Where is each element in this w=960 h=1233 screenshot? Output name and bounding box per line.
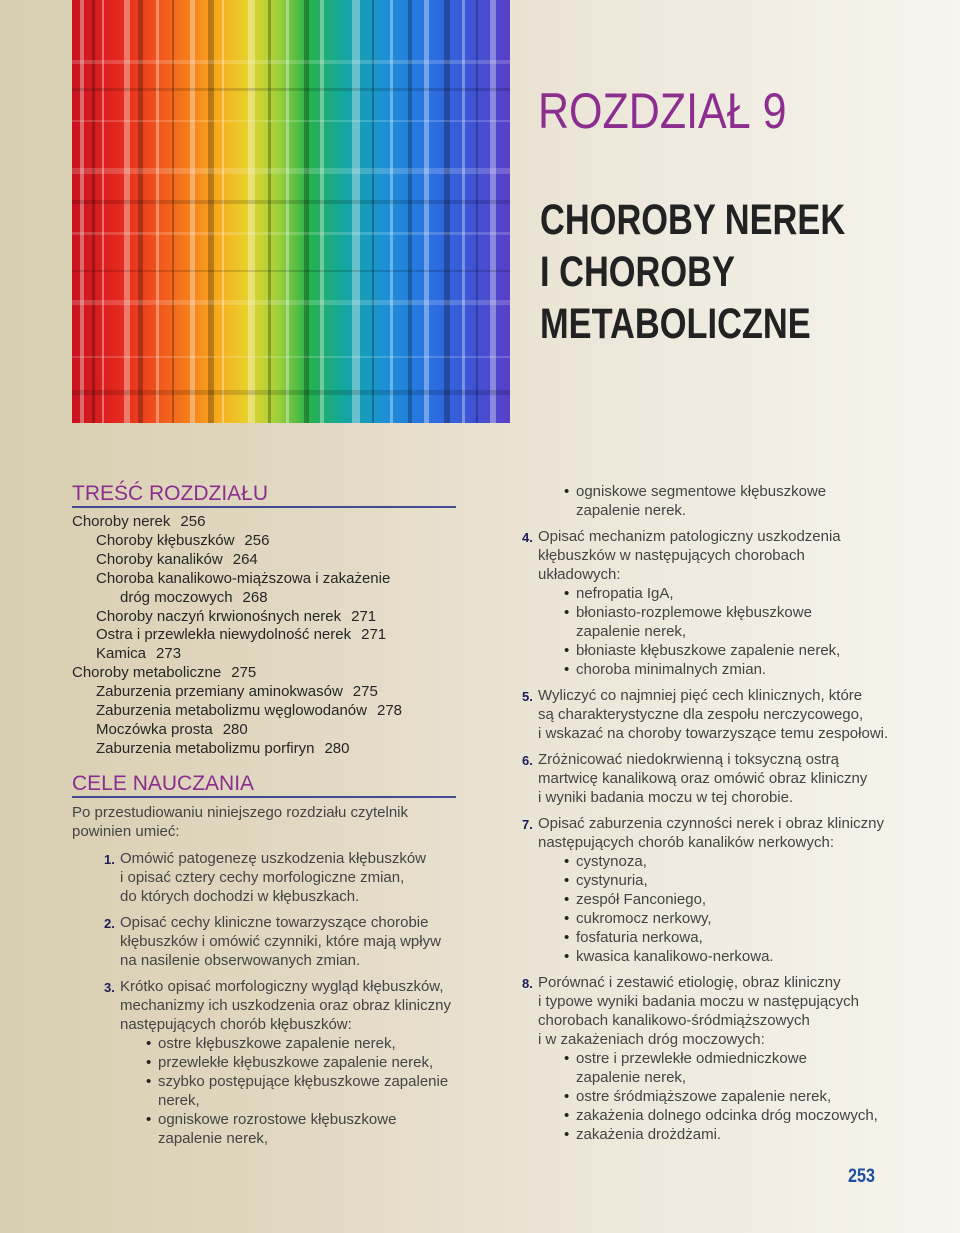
objective-line: kłębuszków w następujących chorobach [538, 547, 805, 564]
bullet-icon: • [146, 1054, 152, 1071]
objective-bullet-list [120, 1034, 472, 1148]
bullet-text: fosfaturia nerkowa, [576, 929, 703, 946]
bullet-item [538, 909, 910, 928]
objective-line: i wskazać na choroby towarzyszące temu zespołowi. [538, 725, 889, 742]
toc-entry-page: 273 [156, 645, 182, 663]
objective-line: do których dochodzi w kłębuszkach. [120, 888, 360, 905]
toc-entry [72, 513, 402, 532]
bullet-icon: • [564, 853, 570, 870]
objective-bullet-list [538, 482, 910, 520]
toc-entry [72, 683, 402, 702]
bullet-text: zapalenie nerek, [576, 623, 687, 640]
objective-line: następujących chorób kanalików nerkowych: [538, 834, 834, 851]
bullet-item-continued [538, 1068, 910, 1087]
toc-entry [72, 664, 402, 683]
toc-entry-page: 280 [222, 720, 248, 738]
bullet-icon: • [564, 661, 570, 678]
bullet-text: cystynoza, [576, 853, 647, 870]
bullet-text: zakażenia drożdżami. [576, 1126, 722, 1143]
objective-item [490, 527, 910, 679]
bullet-item [538, 1125, 910, 1144]
objective-number: 6. [522, 753, 533, 768]
bullet-text: błoniaste kłębuszkowe zapalenie nerek, [576, 642, 841, 659]
bullet-item-continued [120, 1129, 472, 1148]
bullet-text: ogniskowe segmentowe kłębuszkowe [576, 483, 827, 500]
bullet-item [538, 871, 910, 890]
objective-line: na nasilenie obserwowanych zmian. [120, 952, 361, 969]
objective-line: kłębuszków i omówić czynniki, które mają wpływ [120, 933, 441, 950]
toc-entry-text: Kamica [96, 645, 147, 663]
bullet-text: ostre i przewlekłe odmiedniczkowe [576, 1050, 807, 1067]
objective-line: i w zakażeniach dróg moczowych: [538, 1031, 765, 1048]
toc-entry [72, 532, 402, 551]
chapter-title-line: METABOLICZNE [540, 300, 811, 348]
bullet-text: choroba minimalnych zmian. [576, 661, 767, 678]
toc-entry-page: 275 [231, 664, 257, 682]
bullet-text: cukromocz nerkowy, [576, 910, 712, 927]
objective-item [72, 913, 472, 970]
toc-entry-text: Choroby metaboliczne [72, 664, 222, 682]
bullet-icon: • [564, 604, 570, 621]
objective-line: Opisać zaburzenia czynności nerek i obraz kliniczny [538, 815, 884, 832]
toc-entry-page: 271 [361, 626, 387, 644]
toc-entry-page: 271 [351, 607, 377, 625]
toc-entry-text: Choroby naczyń krwionośnych nerek [96, 607, 342, 625]
bullet-icon: • [564, 948, 570, 965]
bullet-item [120, 1072, 472, 1091]
bullet-item [120, 1034, 472, 1053]
intro-line: Po przestudiowaniu niniejszego rozdziału czytelnik [72, 804, 409, 821]
bullet-text: zapalenie nerek, [576, 1069, 687, 1086]
bullet-item-continued [538, 501, 910, 520]
objective-number: 3. [104, 980, 115, 995]
objective-number: 2. [104, 916, 115, 931]
bullet-text: zespół Fanconiego, [576, 891, 707, 908]
toc-entry-page: 280 [324, 739, 350, 757]
bullet-icon: • [146, 1073, 152, 1090]
objectives-heading: CELE NAUCZANIA [72, 773, 456, 798]
toc-entry-text: dróg moczowych [120, 588, 233, 606]
objective-line: Wyliczyć co najmniej pięć cech klinicznych, które [538, 687, 863, 704]
objective-line: i typowe wyniki badania moczu w następujących [538, 993, 859, 1010]
bullet-item [538, 928, 910, 947]
toc-entry-page: 264 [232, 550, 258, 568]
bullet-item [538, 852, 910, 871]
objective-line: mechanizmy ich uszkodzenia oraz obraz kliniczny [120, 997, 451, 1014]
bullet-item-continued [538, 622, 910, 641]
toc-entry-text: Choroba kanalikowo-miąższowa i zakażenie [96, 569, 391, 587]
toc-entry-text: Choroby nerek [72, 513, 171, 530]
bullet-item [538, 641, 910, 660]
bullet-item-continued [120, 1091, 472, 1110]
toc-entry [72, 570, 402, 589]
bullet-item [538, 482, 910, 501]
bullet-item [538, 660, 910, 679]
bullet-item [120, 1053, 472, 1072]
bullet-text: nefropatia IgA, [576, 585, 674, 602]
toc-entry [72, 608, 402, 627]
objective-item [490, 750, 910, 807]
objective-line: i opisać cztery cechy morfologiczne zmian, [120, 869, 405, 886]
bullet-item [538, 584, 910, 603]
toc-entry-page: 278 [376, 702, 403, 720]
objective-bullet-list [538, 1049, 910, 1144]
bullet-text: szybko postępujące kłębuszkowe zapalenie [158, 1073, 449, 1090]
toc-entry [72, 645, 402, 664]
objective-number: 4. [522, 530, 533, 545]
bullet-icon: • [564, 1126, 570, 1143]
objective-line: następujących chorób kłębuszków: [120, 1016, 352, 1033]
objective-line: chorobach kanalikowo-śródmiąższowych [538, 1012, 810, 1029]
bullet-text: ogniskowe rozrostowe kłębuszkowe [158, 1111, 397, 1128]
objective-line: układowych: [538, 566, 621, 583]
page-number: 253 [848, 1166, 875, 1187]
toc-entry-text: Ostra i przewlekła niewydolność nerek [96, 626, 352, 644]
objective-line: Opisać mechanizm patologiczny uszkodzenia [538, 528, 841, 545]
objective-number: 8. [522, 976, 533, 991]
bullet-item [538, 603, 910, 622]
artwork-stripes [72, 0, 510, 423]
toc-entry [72, 626, 402, 645]
bullet-icon: • [146, 1111, 152, 1128]
toc-entry [72, 551, 402, 570]
bullet-icon: • [564, 642, 570, 659]
objective-item [72, 849, 472, 906]
objective-line: są charakterystyczne dla zespołu nerczycowego, [538, 706, 864, 723]
objective-number: 7. [522, 817, 533, 832]
bullet-text: błoniasto-rozplemowe kłębuszkowe [576, 604, 812, 621]
chapter-number: ROZDZIAŁ 9 [538, 83, 787, 139]
chapter-title [540, 194, 860, 350]
intro-line: powinien umieć: [72, 823, 180, 840]
toc-entry-page: 256 [244, 531, 270, 549]
bullet-icon: • [564, 585, 570, 602]
bullet-item [538, 1106, 910, 1125]
bullet-text: zapalenie nerek. [576, 502, 687, 519]
objective-line: martwicę kanalikową oraz omówić obraz kliniczny [538, 770, 868, 787]
objective-number: 1. [104, 852, 115, 867]
bullet-icon: • [564, 1088, 570, 1105]
bullet-icon: • [564, 872, 570, 889]
toc-entry-text: Choroby kłębuszków [96, 531, 235, 549]
toc-entry-page: 256 [180, 513, 206, 530]
bullet-icon: • [564, 1107, 570, 1124]
objective-line: Krótko opisać morfologiczny wygląd kłębuszków, [120, 978, 444, 995]
bullet-item [538, 947, 910, 966]
bullet-icon: • [564, 483, 570, 500]
toc-entry-text: Moczówka prosta [96, 720, 213, 738]
bullet-item [120, 1110, 472, 1129]
objective-line: i wyniki badania moczu w tej chorobie. [538, 789, 794, 806]
objective-line: Porównać i zestawić etiologię, obraz kliniczny [538, 974, 841, 991]
bullet-item [538, 1087, 910, 1106]
cover-artwork [72, 0, 510, 423]
toc-entry-page: 275 [352, 683, 378, 701]
bullet-text: kwasica kanalikowo-nerkowa. [576, 948, 774, 965]
contents-list [72, 513, 402, 759]
chapter-title-line: CHOROBY NEREK [540, 196, 846, 244]
chapter-title-line: I CHOROBY [540, 248, 735, 296]
toc-entry [72, 740, 402, 759]
objective-item [490, 686, 910, 743]
objective-number: 5. [522, 689, 533, 704]
objective-item [490, 814, 910, 966]
bullet-text: nerek, [158, 1092, 200, 1109]
bullet-text: ostre śródmiąższowe zapalenie nerek, [576, 1088, 832, 1105]
objective-bullet-list [538, 852, 910, 966]
objectives-right-column [490, 482, 910, 1151]
objective-item [72, 977, 472, 1148]
bullet-icon: • [564, 1050, 570, 1067]
objectives-intro [72, 803, 452, 841]
objective-line: Zróżnicować niedokrwienną i toksyczną ostrą [538, 751, 839, 768]
toc-entry [72, 589, 402, 608]
bullet-icon: • [564, 891, 570, 908]
toc-entry-text: Zaburzenia przemiany aminokwasów [96, 683, 343, 701]
toc-entry-page: 268 [242, 588, 268, 606]
bullet-text: przewlekłe kłębuszkowe zapalenie nerek, [158, 1054, 434, 1071]
bullet-item [538, 890, 910, 909]
bullet-icon: • [564, 929, 570, 946]
toc-entry-text: Zaburzenia metabolizmu porfiryn [96, 739, 315, 757]
toc-entry [72, 702, 402, 721]
bullet-icon: • [146, 1035, 152, 1052]
toc-entry-text: Choroby kanalików [96, 550, 223, 568]
toc-entry [72, 721, 402, 740]
toc-entry-text: Zaburzenia metabolizmu węglowodanów [96, 702, 367, 720]
bullet-text: zakażenia dolnego odcinka dróg moczowych, [576, 1107, 878, 1124]
bullet-text: zapalenie nerek, [158, 1130, 269, 1147]
contents-heading: TREŚĆ ROZDZIAŁU [72, 483, 456, 508]
objective-item [490, 973, 910, 1144]
bullet-icon: • [564, 910, 570, 927]
objective-item-continued [490, 482, 910, 520]
objective-line: Opisać cechy kliniczne towarzyszące chorobie [120, 914, 429, 931]
bullet-text: cystynuria, [576, 872, 648, 889]
objective-line: Omówić patogenezę uszkodzenia kłębuszków [120, 850, 426, 867]
objective-bullet-list [538, 584, 910, 679]
bullet-text: ostre kłębuszkowe zapalenie nerek, [158, 1035, 396, 1052]
objectives-left-column [72, 849, 472, 1155]
bullet-item [538, 1049, 910, 1068]
